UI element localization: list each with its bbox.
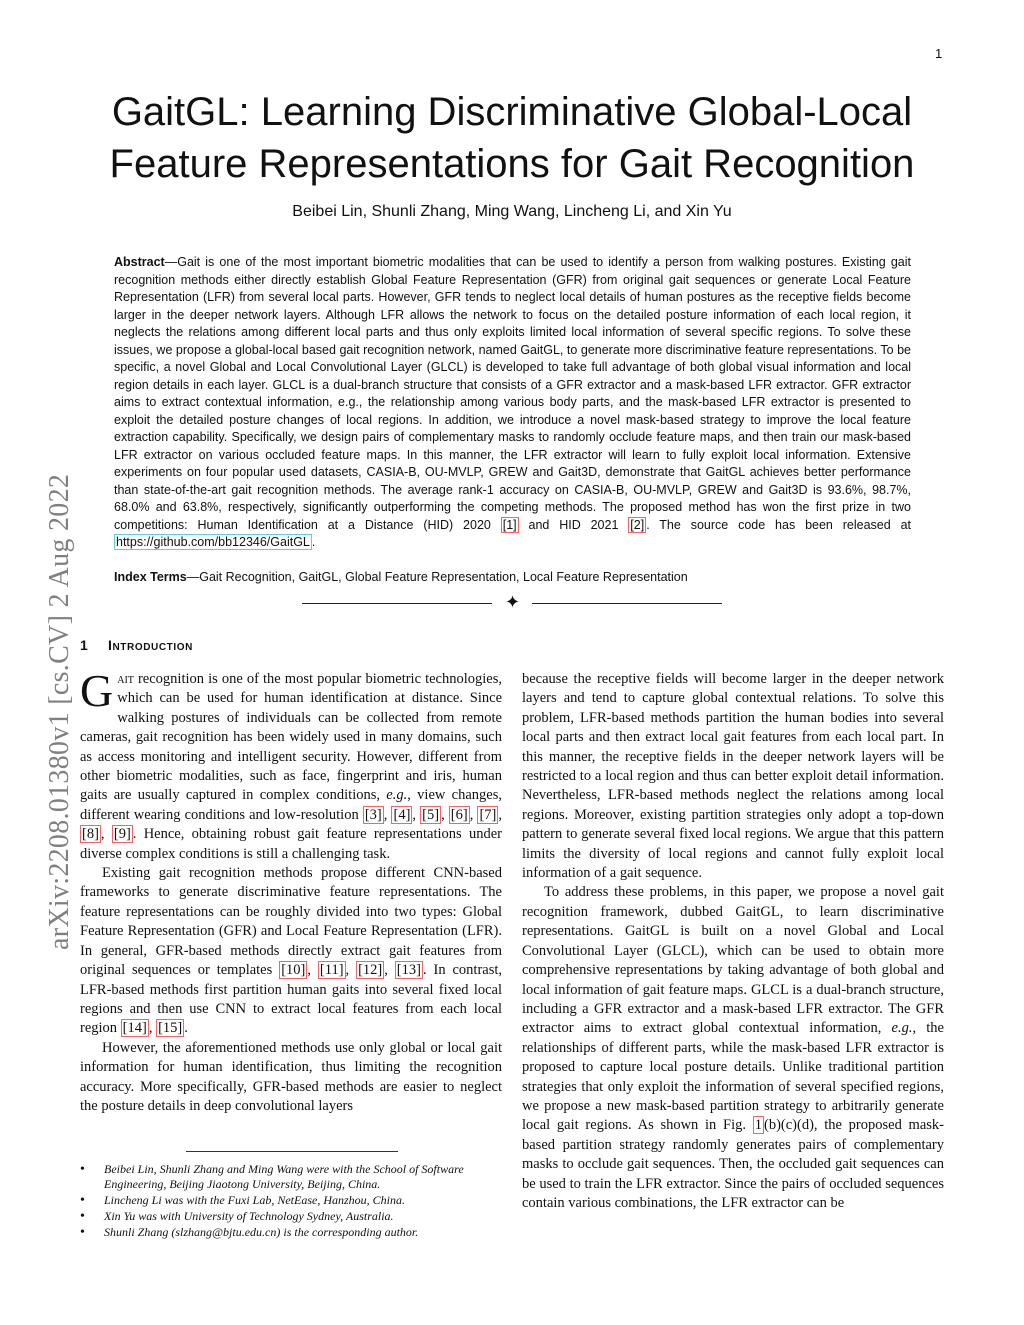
footnote-item: • Lincheng Li was with the Fuxi Lab, NetEase, Hanzhou, China. [80,1193,502,1208]
citation-link[interactable]: [3] [364,806,382,823]
abstract-label: Abstract [114,255,165,269]
index-terms [114,569,911,586]
citation-link[interactable]: [2] [630,517,645,532]
paragraph: To address these problems, in this paper, we propose a novel gait recognition framework, dubbed GaitGL, to learn discriminative representations. GaitGL is built on a novel Global and Local Convolutional Layer (GLCL), which can be used to obtain more comprehensive representations by taking advantage of both global and local information of gait feature maps. GLCL is a dual-branch structure, including a GFR extractor and a mask-based LFR extractor. The GFR extractor aims to extract global contextual information, e.g., the relationships of different parts, while the mask-based LFR extractor is proposed to capture local posture details. Unlike traditional partition strategies that only exploit the information of several specified regions, we propose a new mask-based partition strategy to arbitrarily generate local gait regions. As shown in Fig. 1 (b)(c)(d), the proposed mask-based partition strategy randomly generates pairs of complementary masks to occlude gait sequences. Then, the occluded gait sequences can be used to train the LFR extractor. Since the pairs of occluded sequences contain various combinations, the LFR extractor can be [522,884,944,1211]
citation-link[interactable]: [5] [422,806,440,823]
left-column [80,665,503,1116]
index-terms-text: —Gait Recognition, GaitGL, Global Feature Representation, Local Feature Representation [186,570,688,584]
citation-link[interactable]: [10] [281,962,306,979]
divider-diamond-icon: ✦ [505,592,521,613]
citation-link[interactable]: [1] [502,517,517,532]
abstract-text: —Gait is one of the most important biometric modalities that can be used to identify a person from walking postures. Existing gait recognition methods either directly establish Global Feature Representation (GFR) from original gait sequences or generate Local Feature Representation (LFR) from several local parts. However, GFR tends to neglect local details of human postures as the receptive fields become larger in the deeper network layers. Although LFR allows the network to focus on the detailed posture information of each local region, it neglects the relations among different local parts and thus only exploits limited local information of several specific regions. To solve these issues, we propose a global-local based gait recognition network, named GaitGL, to generate more discriminative feature representations. To be specific, a novel Global and Local Convolutional Layer (GLCL) is developed to take full advantage of both global visual information and local region details in each layer. GLCL is a dual-branch structure that consists of a GFR extractor and a mask-based LFR extractor. GFR extractor aims to extract contextual information, e.g., the relationship among various body parts, and the mask-based LFR extractor is presented to exploit the detailed posture changes of local regions. In addition, we introduce a novel mask-based strategy to improve the local feature extraction capability. Specifically, we design pairs of complementary masks to randomly occlude feature maps, and then train our mask-based LFR extractor on various occluded feature maps. In this manner, the LFR extractor will learn to fully exploit local information. Extensive experiments on four popular used datasets, CASIA-B, OU-MVLP, GREW and Gait3D, demonstrate that GaitGL achieves better performance than state-of-the-art gait recognition methods. The average rank-1 accuracy on CASIA-B, OU-MVLP, GREW and Gait3D is 93.6%, 98.7%, 68.0% and 63.8%, respectively, significantly outperforming the competing methods. The proposed method has won the first prize in two competitions: Human Identification at a Distance (HID) 2020 [114,255,911,532]
footnote-item: • Beibei Lin, Shunli Zhang and Ming Wang were with the School of Software Engineering, Beijing Jiaotong University, Beijing, China. [80,1162,502,1192]
page-number: 1 [935,46,943,61]
paragraph: because the receptive fields will become larger in the deeper network layers and tend to capture global contextual relations. To solve this problem, LFR-based methods partition the human bodies into several local parts and then extract local gait features from each local part. In this manner, the receptive fields in the deeper network layers will be restricted to a local region and thus can better exploit detail information. Nevertheless, LFR-based methods neglect the relations among local regions. Moreover, existing partition strategies only adopt a top-down pattern to generate several fixed local regions. We argue that this pattern limits the diversity of local regions and cannot fully exploit local information of a gait sequence. [522,671,944,882]
citation-link[interactable]: [14] [122,1020,147,1037]
title-line-2: Feature Representations for Gait Recognition [109,142,915,186]
citation-link[interactable]: [9] [113,826,131,843]
paper-title [60,86,964,190]
citation-link[interactable]: [4] [393,806,411,823]
footnote-rule [186,1151,398,1152]
right-column [522,670,944,1213]
citation-link[interactable]: [11] [319,962,344,979]
citation-link[interactable]: [13] [396,962,421,979]
citation-link[interactable]: [12] [358,962,383,979]
section-divider-left [302,603,492,604]
section-heading: Introduction [108,637,193,653]
author-list: Beibei Lin, Shunli Zhang, Ming Wang, Lincheng Li, and Xin Yu [292,203,732,220]
paragraph: Existing gait recognition methods propose different CNN-based frameworks to generate discriminative feature representations. The feature representations can be roughly divided into two types: Global Feature Representation (GFR) and Local Feature Representation (LFR). In general, GFR-based methods directly extract gait features from original sequences or templates [10] , [11] , [12] , [13] . In contrast, LFR-based methods first partition human gaits into several fixed local regions and then use CNN to extract local features from each local region [14] , [15] . [80,865,503,1037]
citation-link[interactable]: [6] [450,806,468,823]
index-terms-label: Index Terms [114,570,187,584]
drop-cap: G [80,665,114,716]
section-divider-right [532,603,722,604]
paragraph: Gait recognition is one of the most popular biometric technologies, which can be used for human identification at distance. Since walking postures of individuals can be collected from remote cameras, gait recognition has been widely used in many domains, such as access monitoring and intelligent security. However, different from other biometric modalities, such as face, fingerprint and iris, human gaits are usually captured in complex conditions, e.g., view changes, different wearing conditions and low-resolution [3] , [4] , [5] , [6] , [7] , [8] , [9] . Hence, obtaining robust gait feature representations under diverse complex conditions is still a challenging task. [80,665,503,862]
figure-link[interactable]: 1 [754,1117,762,1134]
footnote-item: • Xin Yu was with University of Technology Sydney, Australia. [80,1209,502,1224]
citation-link[interactable]: [8] [82,826,99,843]
citation-link[interactable]: [15] [158,1020,183,1037]
source-code-link[interactable]: https://github.com/bb12346/GaitGL [116,535,310,549]
footnote-item: • Shunli Zhang (slzhang@bjtu.edu.cn) is the corresponding author. [80,1225,502,1240]
paragraph: However, the aforementioned methods use only global or local gait information for human identification, thus limiting the recognition accuracy. More specifically, GFR-based methods are easier to neglect the posture details in deep convolutional layers [80,1039,502,1114]
abstract: Abstract—Gait is one of the most important biometric modalities that can be used to identify a person from walking postures. Existing gait recognition methods either directly establish Global Feature Representation (GFR) from original gait sequences or generate Local Feature Representation (LFR) from several local parts. However, GFR tends to neglect local details of human postures as the receptive fields become larger in the deeper network layers. Although LFR allows the network to focus on the detailed posture information of each local region, it neglects the relations among different local parts and thus only exploits limited local information of several specific regions. To solve these issues, we propose a global-local based gait recognition network, named GaitGL, to generate more discriminative feature representations. To be specific, a novel Global and Local Convolutional Layer (GLCL) is developed to take full advantage of both global visual information and local region details in each layer. GLCL is a dual-branch structure that consists of a GFR extractor and a mask-based LFR extractor. GFR extractor aims to extract contextual information, e.g., the relationship among various body parts, and the mask-based LFR extractor is presented to exploit the detailed posture changes of local regions. In addition, we introduce a novel mask-based strategy to improve the local feature extraction capability. Specifically, we design pairs of complementary masks to randomly occlude feature maps, and then train our mask-based LFR extractor on various occluded feature maps. In this manner, the LFR extractor will learn to fully exploit local information. Extensive experiments on four popular used datasets, CASIA-B, OU-MVLP, GREW and Gait3D, demonstrate that GaitGL achieves better performance than state-of-the-art gait recognition methods. The average rank-1 accuracy on CASIA-B, OU-MVLP, GREW and Gait3D is 93.6%, 98.7%, 68.0% and 63.8%, respectively, significantly outperforming the competing methods. The proposed method has won the first prize in two competitions: Human Identification at a Distance (HID) 2020 [1] and HID 2021 [2] . The source code has been released at https://github.com/bb12346/GaitGL . [114,255,911,549]
arxiv-identifier: arXiv:2208.01380v1 [cs.CV] 2 Aug 2022 [44,473,75,950]
title-line-1: GaitGL: Learning Discriminative Global-Local [111,90,913,134]
footnotes [80,1162,502,1241]
citation-link[interactable]: [7] [479,806,497,823]
section-number: 1 [80,637,88,653]
